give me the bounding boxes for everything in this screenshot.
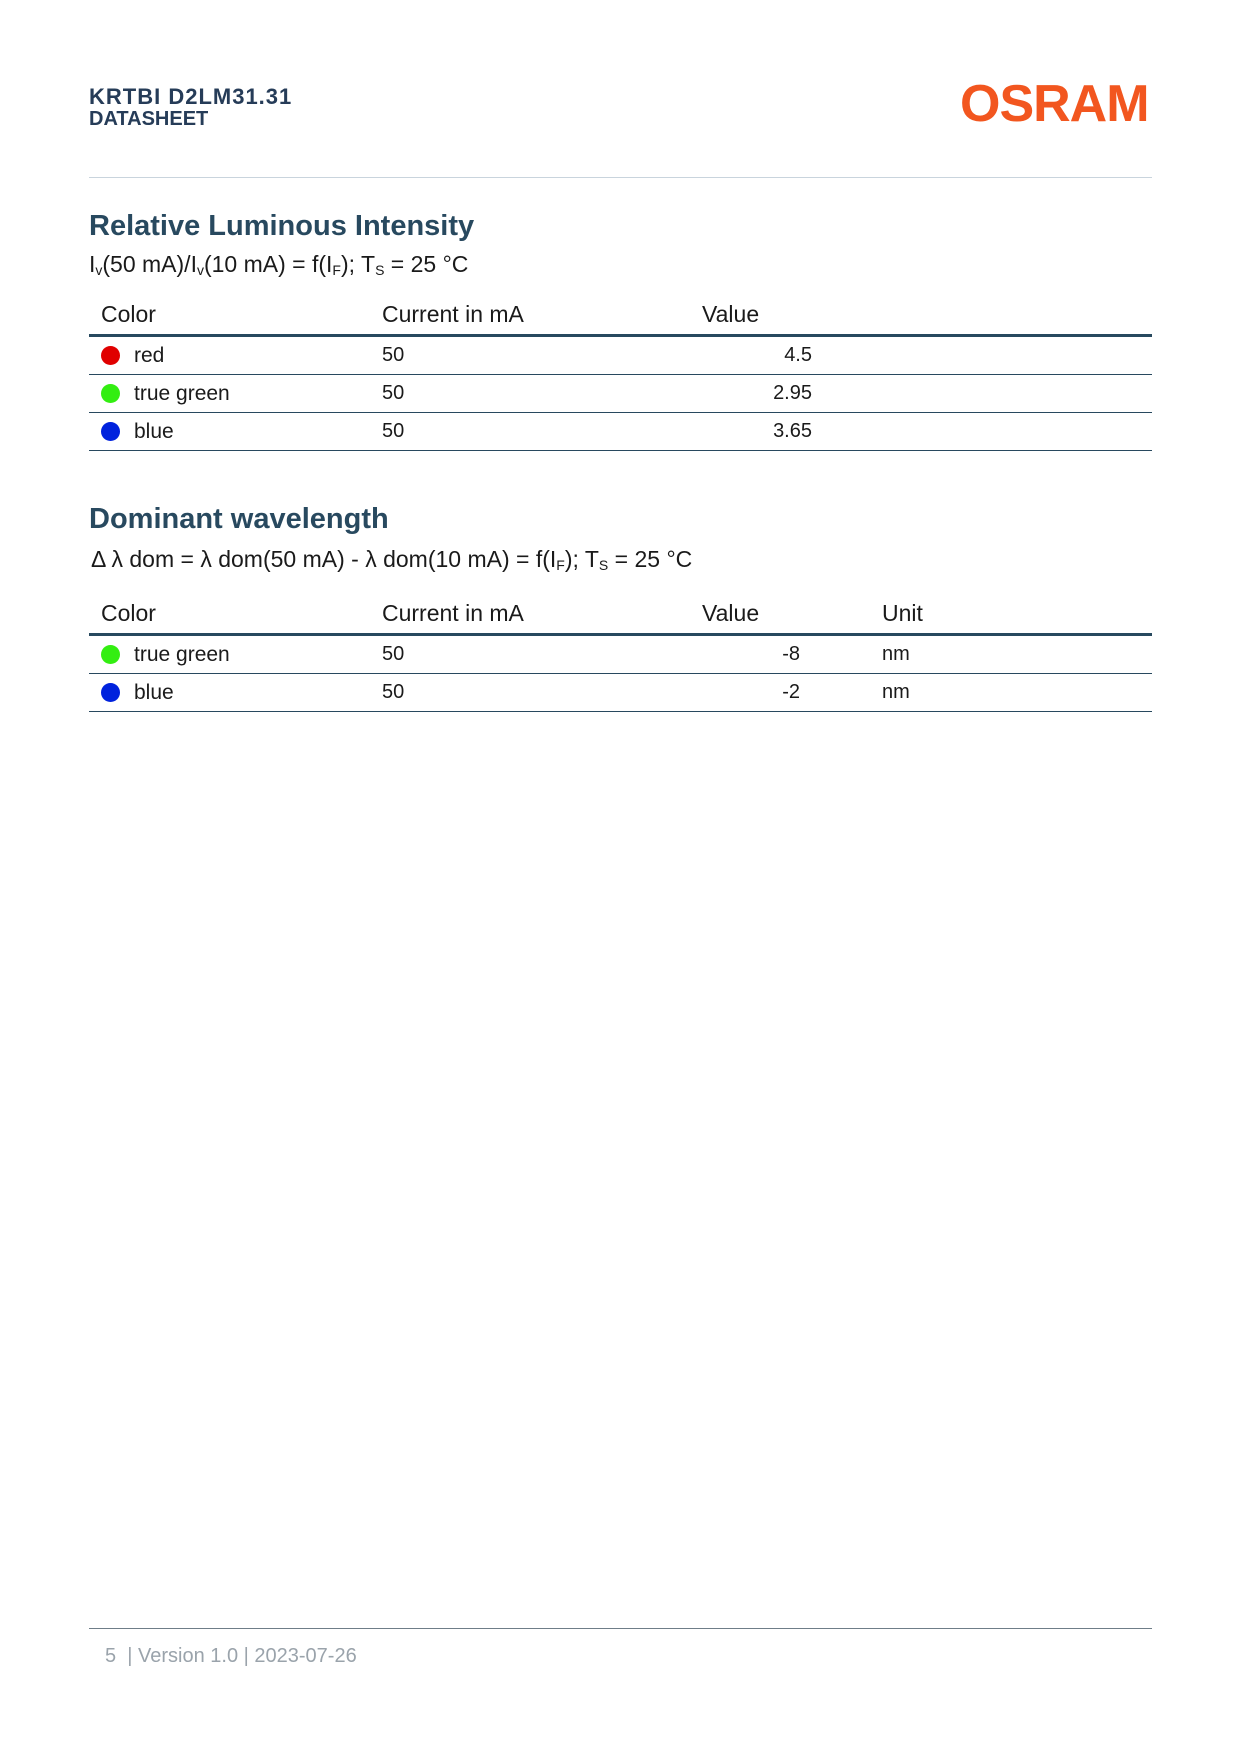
wavelength-value: -8 — [782, 643, 800, 665]
unit-value: nm — [882, 674, 1152, 712]
table-row — [89, 674, 1152, 712]
column-header-unit: Unit — [882, 597, 1152, 635]
wavelength-value: -2 — [782, 681, 800, 703]
intensity-value: 4.5 — [784, 344, 812, 366]
green-dot-icon — [101, 384, 120, 403]
column-header-empty — [882, 298, 1152, 336]
unit-value: nm — [882, 635, 1152, 674]
date-label: 2023-07-26 — [254, 1645, 357, 1667]
color-label: blue — [134, 680, 174, 704]
luminous-intensity-formula: $I_v(50$ $mA)/I_v(10$ $mA) = f(I_F)$; $T_S = 25$ °C — [89, 251, 469, 278]
document-type: DATASHEET — [89, 108, 209, 130]
color-label: true green — [134, 642, 230, 666]
column-header-current: Current in mA — [382, 597, 702, 635]
column-header-color: Color — [89, 298, 382, 336]
product-name: KRTBI D2LM31.31 — [89, 84, 293, 109]
blue-dot-icon — [101, 683, 120, 702]
intensity-value: 2.95 — [773, 382, 812, 404]
section-title-luminous-intensity: Relative Luminous Intensity — [89, 210, 475, 242]
color-label: true green — [134, 381, 230, 405]
version-label: Version 1.0 — [138, 1645, 239, 1667]
column-header-value: Value — [702, 298, 882, 336]
table-row — [89, 635, 1152, 674]
intensity-value: 3.65 — [773, 420, 812, 442]
table-row — [89, 375, 1152, 413]
blue-dot-icon — [101, 422, 120, 441]
dominant-wavelength-formula: Δ λ dom = λ dom(50 mA) - λ dom(10 $mA) = f(I_F)$; $T_S = 25$ °C — [91, 546, 693, 573]
green-dot-icon — [101, 645, 120, 664]
table-row — [89, 413, 1152, 451]
current-value: 50 — [382, 336, 702, 375]
column-header-current: Current in mA — [382, 298, 702, 336]
osram-logo: OSRAM — [960, 75, 1149, 133]
color-label: red — [134, 343, 165, 367]
luminous-intensity-table — [89, 298, 1152, 451]
section-title-dominant-wavelength: Dominant wavelength — [89, 503, 389, 535]
header-divider — [89, 177, 1152, 178]
current-value: 50 — [382, 375, 702, 413]
page-number: 5 — [105, 1645, 117, 1667]
color-label: blue — [134, 419, 174, 443]
current-value: 50 — [382, 635, 702, 674]
column-header-color: Color — [89, 597, 382, 635]
footer-divider — [89, 1628, 1152, 1629]
footer-text: 5 | Version 1.0 | 2023-07-26 — [105, 1645, 357, 1667]
dominant-wavelength-table — [89, 597, 1152, 712]
column-header-value: Value — [702, 597, 882, 635]
current-value: 50 — [382, 674, 702, 712]
current-value: 50 — [382, 413, 702, 451]
red-dot-icon — [101, 346, 120, 365]
table-row — [89, 336, 1152, 375]
